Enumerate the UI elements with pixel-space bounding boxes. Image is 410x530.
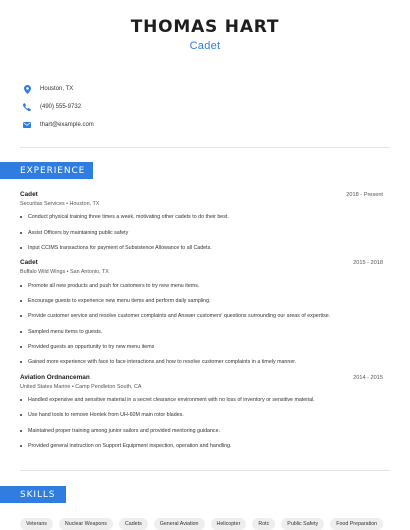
skill-chip: Veterans xyxy=(20,518,53,530)
job-location: San Antonio, TX xyxy=(70,269,109,275)
list-item: Conduct physical training three times a week, motivating other cadets to do their best. xyxy=(20,214,386,220)
divider xyxy=(20,470,390,471)
job-company: United States Marine xyxy=(20,384,71,390)
list-item: Provided guests an oppurtunity to try new menu items xyxy=(20,344,386,350)
skill-chip: Rotc xyxy=(252,518,275,530)
contact-phone-text: (490) 555-9732 xyxy=(40,104,82,110)
job-title: Aviation Ordnanceman xyxy=(20,374,90,381)
job-company: Securitas Services xyxy=(20,201,65,207)
resume-title: Cadet xyxy=(189,40,221,52)
section-heading-skills: SKILLS xyxy=(0,486,66,503)
list-item: Promote all new products and push for customers to try new menu items. xyxy=(20,283,386,289)
divider xyxy=(20,147,390,148)
job-dates: 2015 - 2018 xyxy=(353,260,383,266)
job-company-line: United States Marine • Camp Pendleton South, CA xyxy=(20,384,142,390)
resume-name: THOMAS HART xyxy=(130,17,280,37)
skill-chip: Cadets xyxy=(119,518,148,530)
phone-icon xyxy=(22,102,32,112)
list-item: Sampled menu items to guests. xyxy=(20,329,386,335)
contact-phone xyxy=(22,102,81,112)
list-item: Encourage guests to experience new menu items and perform daily sampling. xyxy=(20,298,386,304)
skill-chip: Helicopter xyxy=(211,518,247,530)
list-item: Input CCIMS transactions for payment of Subsistence Allowance to all Cadets. xyxy=(20,245,386,251)
map-pin-icon xyxy=(22,84,32,94)
list-item: Handled expensive and sensitive material in a secret clearance environment with no loss of inventory or sensitive material. xyxy=(20,397,386,403)
job-dates: 2018 - Present xyxy=(346,192,383,198)
list-item: Assist Officers by maintaining public safety xyxy=(20,230,386,236)
job-company: Buffalo Wild Wings xyxy=(20,269,66,275)
list-item: Maintained proper training among junior sailors and provided mentoring guidance. xyxy=(20,428,386,434)
job-location: Houston, TX xyxy=(69,201,100,207)
email-icon xyxy=(22,120,32,130)
job-title: Cadet xyxy=(20,259,38,266)
job-company-line: Securitas Services • Houston, TX xyxy=(20,201,100,207)
list-item: Provide customer service and resolve customer complaints and Answer customers' questions surrounding our areas of expertise. xyxy=(20,313,386,319)
skills-list xyxy=(20,518,383,530)
list-item: Use hand tools to remove Hontek from UH-60M main rotor blades. xyxy=(20,412,386,418)
skill-chip: Public Safety xyxy=(281,518,324,530)
contact-email-text: thart@example.com xyxy=(40,122,94,128)
job-location: Camp Pendleton South, CA xyxy=(75,384,142,390)
list-item: Provided general instruction on Support Equipment inspection, operation and handling. xyxy=(20,443,386,449)
contact-location-text: Houston, TX xyxy=(40,86,74,92)
skill-chip: Nuclear Weapons xyxy=(59,518,113,530)
job-dates: 2014 - 2015 xyxy=(353,375,383,381)
contact-location xyxy=(22,84,73,94)
skill-chip: Food Preparation xyxy=(330,518,383,530)
job-company-line: Buffalo Wild Wings • San Antonio, TX xyxy=(20,269,109,275)
contact-email xyxy=(22,120,94,130)
section-heading-experience: EXPERIENCE xyxy=(0,162,93,179)
job-title: Cadet xyxy=(20,191,38,198)
list-item: Gained more experience with face to face interactions and how to resolve customer complaints in a timely manner. xyxy=(20,359,386,365)
skill-chip: General Aviation xyxy=(154,518,205,530)
